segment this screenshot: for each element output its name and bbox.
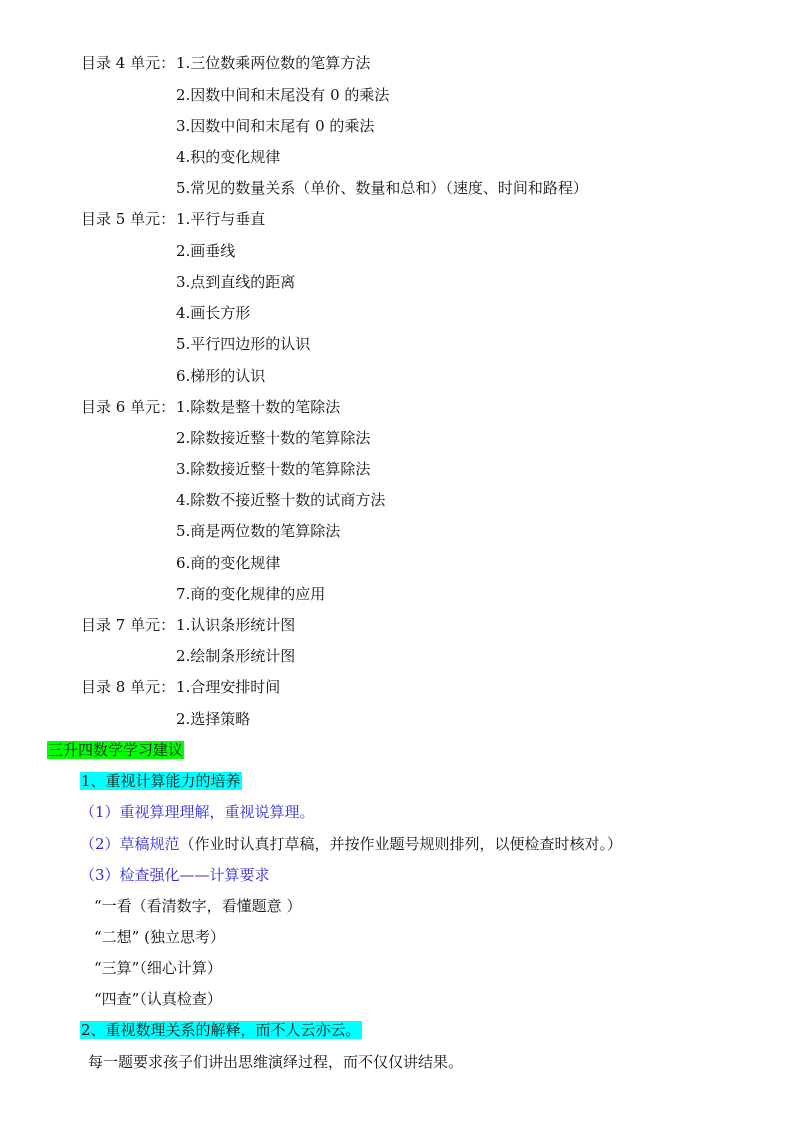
- unit-7-label: 目录 7 单元：: [81, 616, 176, 634]
- unit-6-item-7: 7.商的变化规律的应用: [176, 585, 326, 603]
- unit-6-item-1: 1.除数是整十数的笔除法: [176, 398, 341, 416]
- unit-6-item-5: 5.商是两位数的笔算除法: [176, 522, 341, 540]
- unit-5-item-4: 4.画长方形: [176, 304, 251, 322]
- unit-6-item-4: 4.除数不接近整十数的试商方法: [176, 491, 386, 509]
- unit-7-item-1: 1.认识条形统计图: [176, 616, 296, 634]
- check-step-4: “四查”（认真检查）: [94, 990, 222, 1008]
- unit-4-label: 目录 4 单元：: [81, 54, 176, 72]
- check-step-3: “三算”（细心计算）: [94, 959, 222, 977]
- unit-5-label: 目录 5 单元：: [81, 210, 176, 228]
- unit-4-item-2: 2.因数中间和末尾没有 0 的乘法: [176, 86, 390, 104]
- unit-6-label: 目录 6 单元：: [81, 398, 176, 416]
- advice-sub-2-detail: （作业时认真打草稿，并按作业题号规则排列，以便检查时核对。）: [179, 835, 623, 853]
- unit-5-item-3: 3.点到直线的距离: [176, 273, 296, 291]
- advice-title-text: 三升四数学学习建议: [48, 741, 184, 759]
- unit-5-item-1: 1.平行与垂直: [176, 210, 266, 228]
- advice-sub-1: （1）重视算理理解，重视说算理。: [80, 803, 315, 821]
- unit-6-item-3: 3.除数接近整十数的笔算除法: [176, 460, 371, 478]
- advice-sub-2: [80, 834, 622, 854]
- unit-4-item-4: 4.积的变化规律: [176, 148, 281, 166]
- advice-title: [47, 740, 184, 760]
- unit-8-item-1: 1.合理安排时间: [176, 678, 281, 696]
- unit-5-item-2: 2.画垂线: [176, 242, 236, 260]
- unit-5-item-6: 6.梯形的认识: [176, 367, 266, 385]
- unit-8-item-2: 2.选择策略: [176, 710, 251, 728]
- advice-sub-3: （3）检查强化——计算要求: [80, 866, 270, 884]
- check-step-1: “一看（看清数字，看懂题意 ）: [94, 897, 302, 915]
- advice-closing: 每一题要求孩子们讲出思维演绎过程，而不仅仅讲结果。: [88, 1053, 464, 1071]
- unit-5-item-5: 5.平行四边形的认识: [176, 335, 311, 353]
- advice-point-2-text: 2、重视数理关系的解释，而不人云亦云。: [81, 1021, 361, 1039]
- unit-4-item-1: 1.三位数乘两位数的笔算方法: [176, 54, 371, 72]
- unit-4-item-3: 3.因数中间和末尾有 0 的乘法: [176, 117, 375, 135]
- check-step-2: “二想” (独立思考）: [94, 928, 225, 946]
- unit-4-item-5: 5.常见的数量关系（单价、数量和总和）（速度、时间和路程）: [176, 179, 588, 197]
- advice-sub-2-heading: （2）草稿规范: [80, 835, 180, 853]
- advice-point-2: [80, 1020, 362, 1040]
- unit-6-item-2: 2.除数接近整十数的笔算除法: [176, 429, 371, 447]
- unit-7-item-2: 2.绘制条形统计图: [176, 647, 296, 665]
- unit-6-item-6: 6.商的变化规律: [176, 554, 281, 572]
- advice-point-1-text: 1、重视计算能力的培养: [81, 772, 241, 790]
- advice-point-1: [80, 771, 242, 791]
- unit-8-label: 目录 8 单元：: [81, 678, 176, 696]
